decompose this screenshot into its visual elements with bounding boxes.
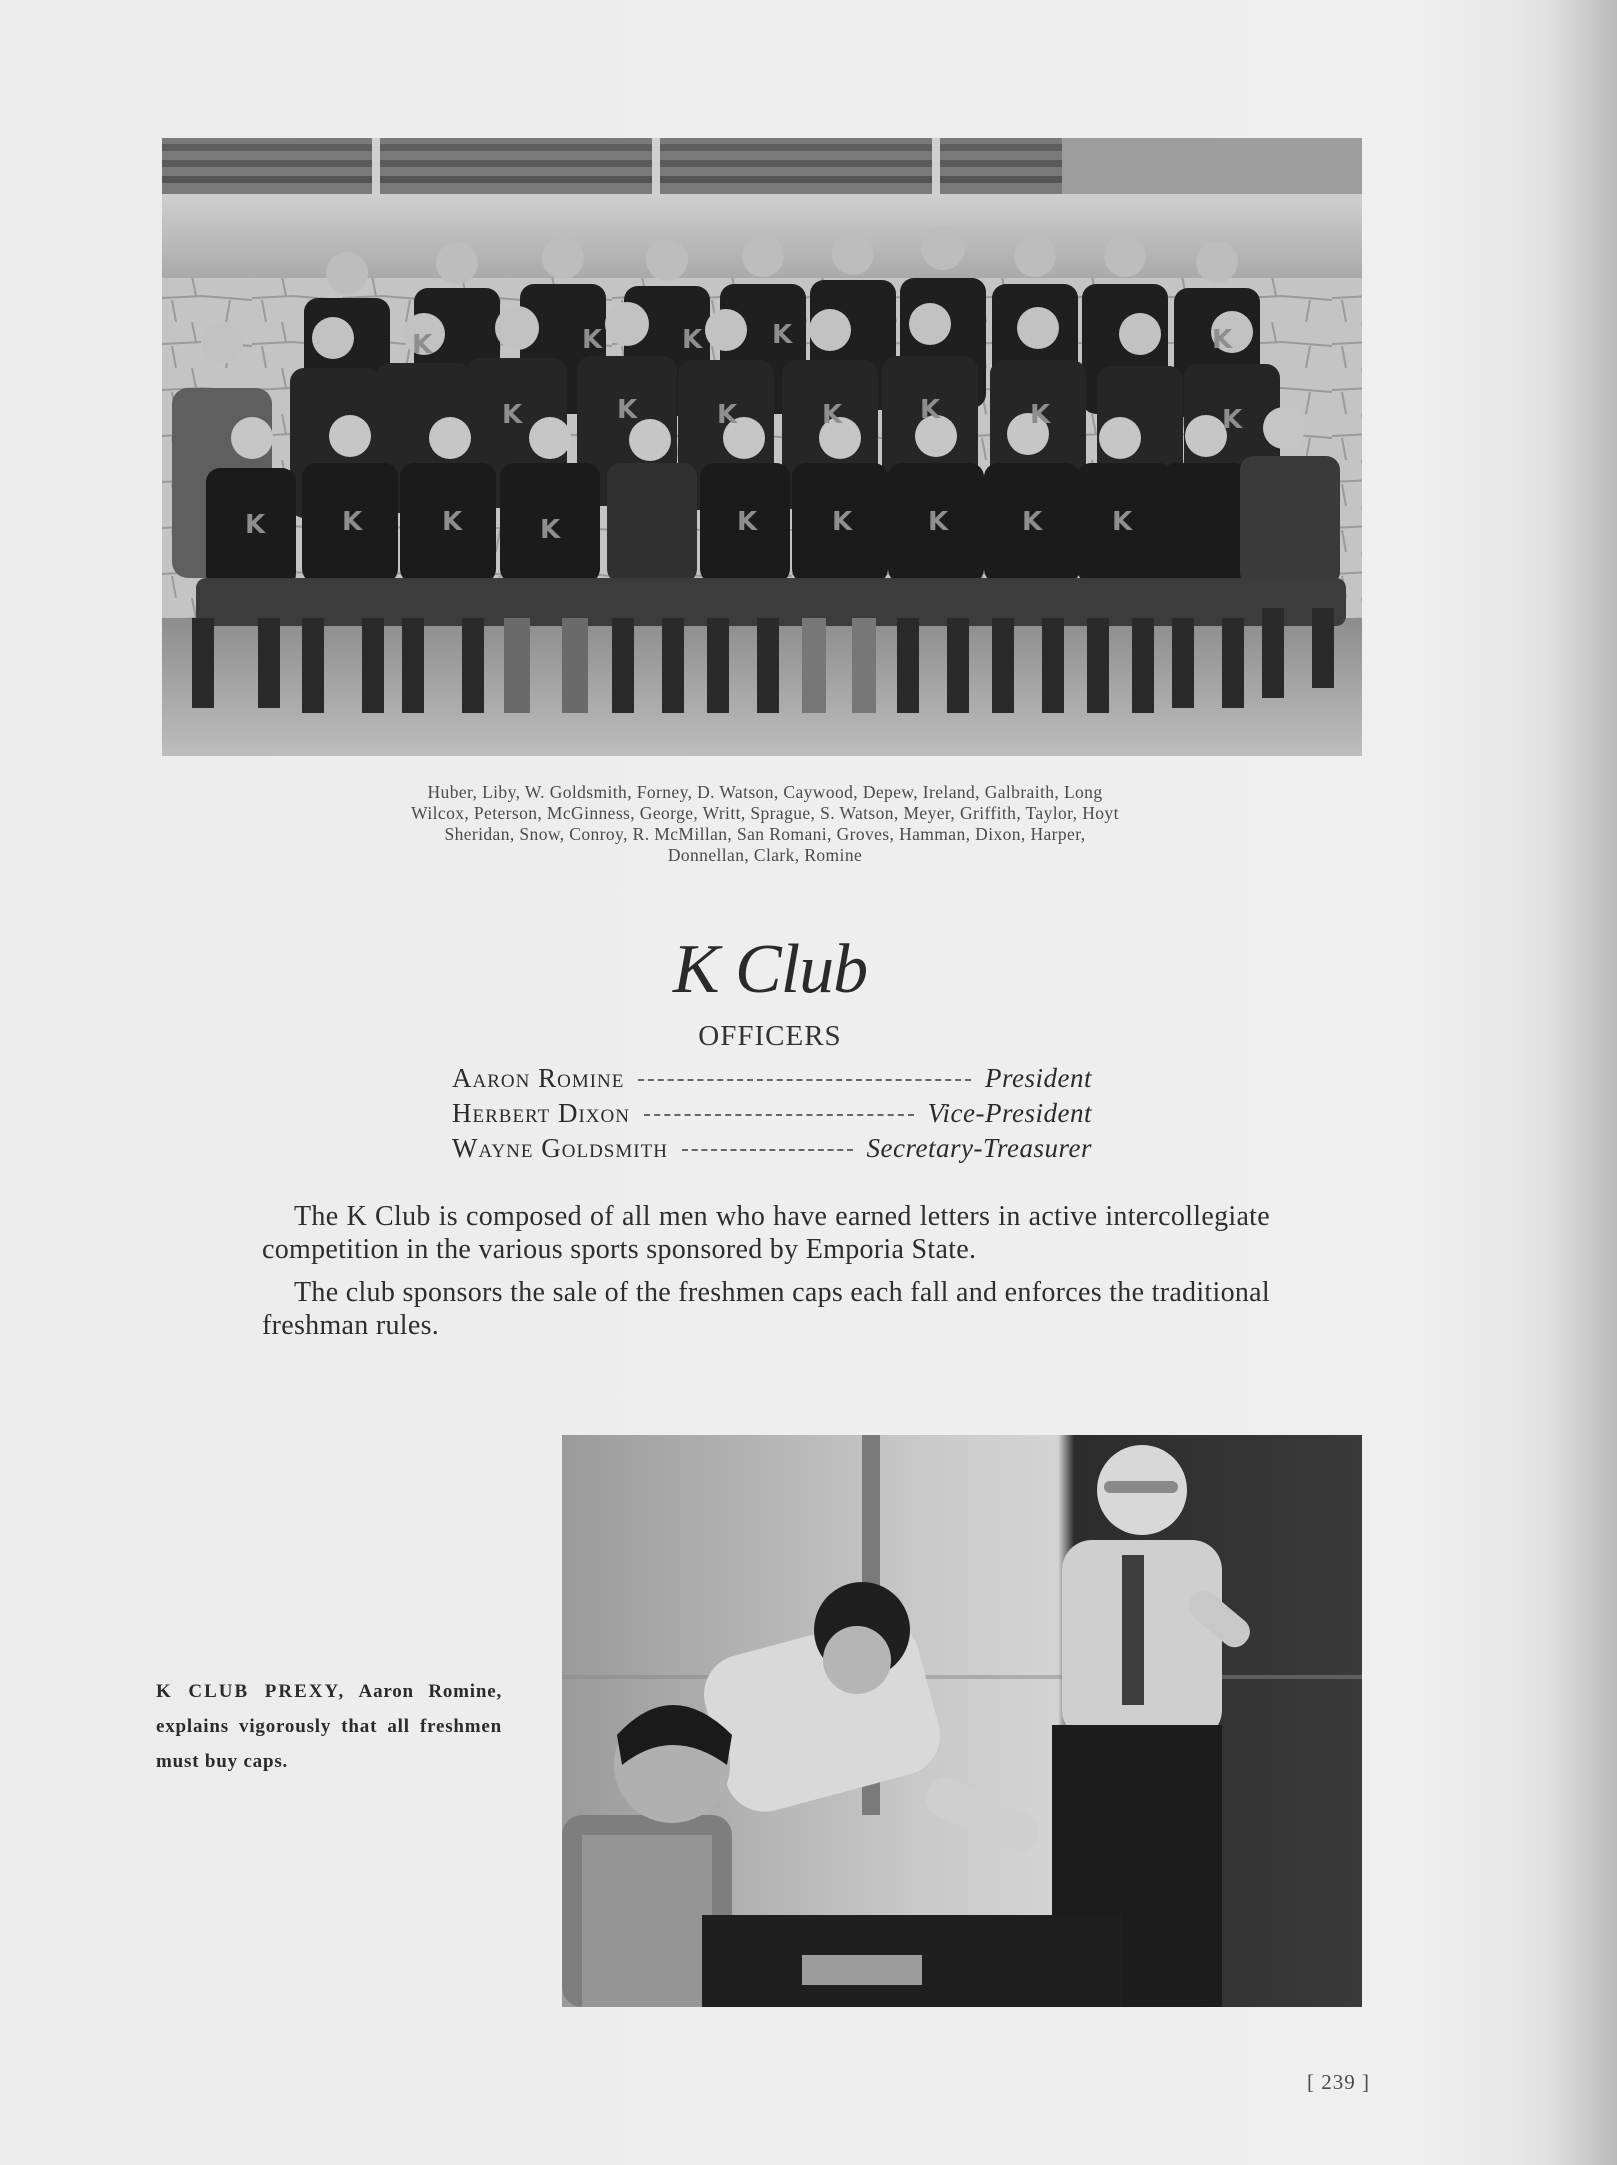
page-edge-shadow xyxy=(1547,0,1617,2165)
svg-text:K: K xyxy=(617,395,638,425)
officer-row-secretary-treasurer xyxy=(452,1133,1092,1168)
team-photo xyxy=(162,138,1362,756)
club-description xyxy=(262,1200,1270,1352)
caption-lead: K CLUB PREXY, xyxy=(156,1681,346,1702)
svg-text:K: K xyxy=(1222,405,1243,435)
svg-text:K: K xyxy=(1022,507,1043,537)
caption-line-4: Donnellan, Clark, Romine xyxy=(667,845,863,865)
officer-name: Herbert Dixon xyxy=(452,1098,630,1128)
svg-text:K: K xyxy=(920,395,941,425)
officer-role: Secretary-Treasurer xyxy=(866,1133,1092,1163)
svg-text:K: K xyxy=(822,400,843,430)
caption-line-1: Huber, Liby, W. Goldsmith, Forney, D. Watson, Caywood, Depew, Ireland, Galbraith, Long xyxy=(427,782,1103,802)
svg-text:K: K xyxy=(737,507,758,537)
svg-text:K: K xyxy=(502,400,523,430)
svg-text:K: K xyxy=(928,507,949,537)
svg-text:K: K xyxy=(412,330,433,360)
svg-text:K: K xyxy=(540,515,561,545)
leader-dashes xyxy=(682,1149,853,1151)
officers-list xyxy=(452,1063,1092,1168)
officer-row-president xyxy=(452,1063,1092,1098)
caption-line-3: Sheridan, Snow, Conroy, R. McMillan, San Romani, Groves, Hamman, Dixon, Harper, xyxy=(444,824,1086,844)
caption-line-2: Wilcox, Peterson, McGinness, George, Writt, Sprague, S. Watson, Meyer, Griffith, Taylor, Hoyt xyxy=(411,803,1119,823)
leader-dashes xyxy=(638,1079,971,1081)
officer-row-vice-president xyxy=(452,1098,1092,1133)
svg-text:K: K xyxy=(682,325,703,355)
officers-heading: OFFICERS xyxy=(698,1020,842,1052)
team-photo-caption xyxy=(240,782,1290,866)
svg-text:K: K xyxy=(772,320,793,350)
svg-text:K: K xyxy=(1030,400,1051,430)
prexy-photo xyxy=(562,1435,1362,2007)
svg-text:K: K xyxy=(832,507,853,537)
officer-role: Vice-President xyxy=(927,1098,1092,1128)
officer-role: President xyxy=(985,1063,1092,1093)
prexy-photo-caption xyxy=(156,1674,502,1779)
caption-text: Aaron Romine, explains vigorously that all freshmen must buy caps. xyxy=(156,1681,502,1772)
description-paragraph-2: The club sponsors the sale of the freshmen caps each fall and enforces the traditional freshman rules. xyxy=(262,1277,1270,1341)
svg-text:K: K xyxy=(442,507,463,537)
svg-text:K: K xyxy=(717,400,738,430)
page-title: K Club xyxy=(672,931,868,1008)
team-photo-image xyxy=(162,138,1362,756)
svg-text:K: K xyxy=(1112,507,1133,537)
prexy-photo-image xyxy=(562,1435,1362,2007)
svg-text:K: K xyxy=(582,325,603,355)
officer-name: Wayne Goldsmith xyxy=(452,1133,668,1163)
page-number: [ 239 ] xyxy=(1307,2070,1370,2094)
svg-text:K: K xyxy=(1212,325,1233,355)
svg-text:K: K xyxy=(342,507,363,537)
description-paragraph-1: The K Club is composed of all men who have earned letters in active intercollegiate competition in the various sports sponsored by Emporia State. xyxy=(262,1201,1270,1265)
svg-text:K: K xyxy=(245,510,266,540)
officer-name: Aaron Romine xyxy=(452,1063,625,1093)
leader-dashes xyxy=(644,1114,914,1116)
